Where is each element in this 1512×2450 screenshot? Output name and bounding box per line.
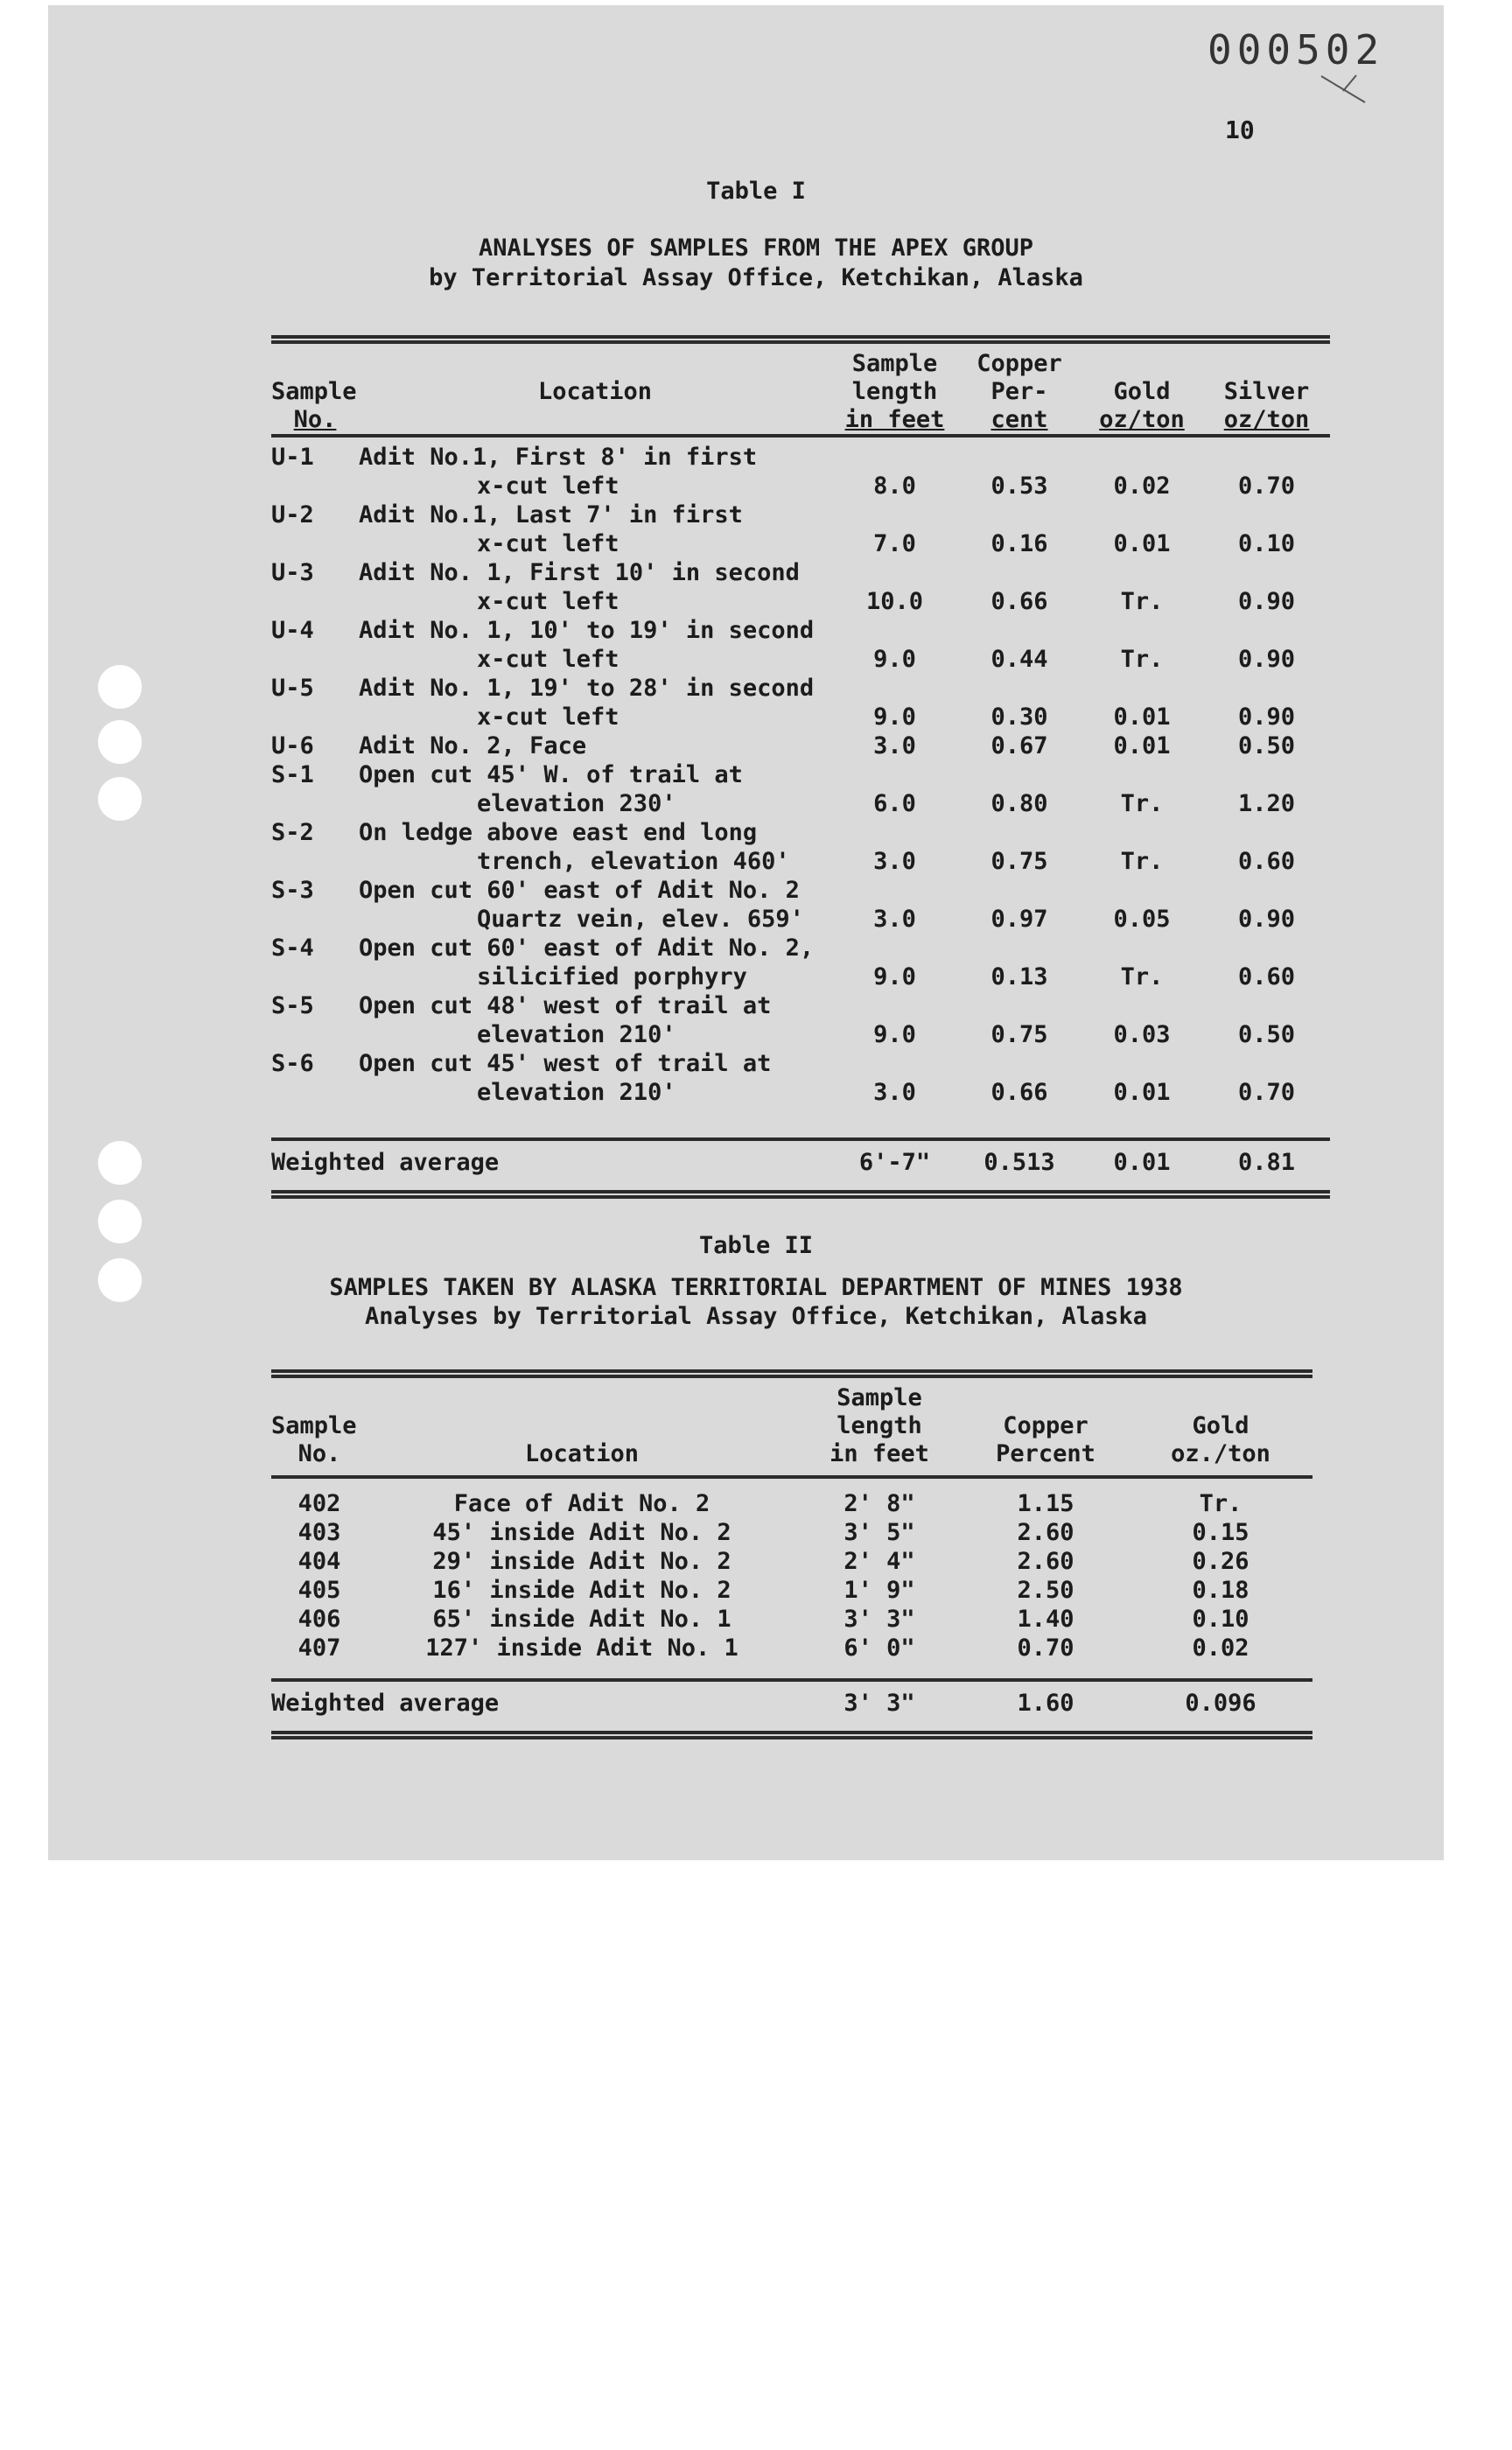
- sample-length: 9.0: [873, 963, 916, 990]
- empty-cell: [1203, 934, 1330, 962]
- empty-cell: [271, 587, 359, 616]
- table2-average-row: [271, 1689, 1312, 1718]
- silver-oz-ton: 1.20: [1237, 790, 1296, 817]
- silver-oz-ton: 0.60: [1237, 848, 1296, 875]
- binder-hole: [98, 1141, 142, 1185]
- gold-oz-ton: Tr.: [1120, 588, 1164, 615]
- table2-header-rule: [271, 1475, 1312, 1479]
- gold-oz-ton: Tr.: [1120, 848, 1164, 875]
- table2-average-label: Weighted average: [271, 1690, 500, 1717]
- empty-cell: [1081, 558, 1203, 587]
- table1-row-continued: [271, 703, 1330, 732]
- sample-no: U-4: [271, 617, 314, 644]
- empty-cell: [958, 934, 1081, 962]
- location-line-2: silicified porphyry: [477, 963, 747, 990]
- empty-cell: [958, 558, 1081, 587]
- sample-no: S-5: [271, 992, 314, 1019]
- empty-cell: [831, 500, 958, 529]
- empty-cell: [271, 472, 359, 500]
- empty-cell: [271, 905, 359, 934]
- table1-average-gold: 0.01: [1113, 1149, 1171, 1176]
- copper-percent: 0.13: [990, 963, 1048, 990]
- table2-subtitle: Analyses by Territorial Assay Office, Ketchikan, Alaska: [364, 1303, 1148, 1330]
- empty-cell: [831, 1049, 958, 1078]
- empty-cell: [958, 818, 1081, 847]
- sample-length: 6' 0": [844, 1634, 915, 1662]
- copper-percent: 0.66: [990, 1079, 1048, 1106]
- empty-cell: [1081, 1049, 1203, 1078]
- sample-length: 1' 9": [844, 1577, 915, 1604]
- location: 45' inside Adit No. 2: [432, 1519, 732, 1546]
- sample-length: 9.0: [873, 704, 916, 731]
- empty-cell: [271, 529, 359, 558]
- empty-cell: [271, 1020, 359, 1049]
- silver-oz-ton: 0.70: [1237, 472, 1296, 500]
- sample-length: 3.0: [873, 732, 916, 760]
- page-number: 10: [1225, 116, 1255, 144]
- table1-row-continued: [271, 962, 1330, 991]
- empty-cell: [831, 876, 958, 905]
- gold-oz-ton: 0.26: [1192, 1548, 1250, 1575]
- copper-percent: 0.53: [990, 472, 1048, 500]
- empty-cell: [1081, 991, 1203, 1020]
- table2-row: [271, 1605, 1312, 1634]
- location-line-2: x-cut left: [477, 646, 620, 673]
- sample-length: 3.0: [873, 1079, 916, 1106]
- empty-cell: [1081, 616, 1203, 645]
- sample-length: 6.0: [873, 790, 916, 817]
- location-line-2: x-cut left: [477, 472, 620, 500]
- empty-cell: [831, 616, 958, 645]
- silver-oz-ton: 0.90: [1237, 906, 1296, 933]
- location-line-2: x-cut left: [477, 588, 620, 615]
- copper-percent: 0.16: [990, 530, 1048, 557]
- copper-percent: 0.70: [1017, 1634, 1074, 1662]
- table2-header: Sample Sample length Copper Gold No. Location in feet Percent oz./ton: [271, 1384, 1270, 1467]
- sample-no: 402: [298, 1490, 341, 1517]
- copper-percent: 0.30: [990, 704, 1048, 731]
- sample-length: 2' 4": [844, 1548, 915, 1575]
- table1-bottom-rule: [271, 1190, 1330, 1199]
- table2-row: [271, 1489, 1312, 1518]
- empty-cell: [831, 934, 958, 962]
- empty-cell: [1203, 558, 1330, 587]
- location-line-1: Open cut 48' west of trail at: [359, 992, 772, 1019]
- table1-row: [271, 500, 1330, 529]
- table1-row-continued: [271, 789, 1330, 818]
- copper-percent: 2.60: [1017, 1548, 1074, 1575]
- empty-cell: [831, 818, 958, 847]
- table2-average-length: 3' 3": [844, 1690, 915, 1717]
- empty-cell: [958, 616, 1081, 645]
- empty-cell: [1081, 818, 1203, 847]
- sample-no: S-6: [271, 1050, 314, 1077]
- copper-percent: 1.40: [1017, 1606, 1074, 1633]
- gold-oz-ton: 0.01: [1113, 530, 1171, 557]
- stamp-cross-mark: [1317, 72, 1369, 107]
- table1-row-continued: [271, 645, 1330, 674]
- gold-oz-ton: 0.10: [1192, 1606, 1250, 1633]
- sample-no: 405: [298, 1577, 341, 1604]
- table2-body: [271, 1489, 1312, 1662]
- binder-hole: [98, 777, 142, 821]
- sample-no: S-2: [271, 819, 314, 846]
- table1-caption: Table I: [706, 178, 806, 205]
- gold-oz-ton: 0.02: [1192, 1634, 1250, 1662]
- empty-cell: [1203, 760, 1330, 789]
- location-line-2: x-cut left: [477, 530, 620, 557]
- table1-row: [271, 1049, 1330, 1078]
- table1-row-continued: [271, 1078, 1330, 1107]
- empty-cell: [1081, 934, 1203, 962]
- gold-oz-ton: Tr.: [1120, 646, 1164, 673]
- empty-cell: [1203, 1049, 1330, 1078]
- empty-cell: [271, 703, 359, 732]
- location-line-1: On ledge above east end long: [359, 819, 758, 846]
- location: Face of Adit No. 2: [453, 1490, 710, 1517]
- gold-oz-ton: 0.18: [1192, 1577, 1250, 1604]
- location-line-1: Open cut 60' east of Adit No. 2,: [359, 934, 815, 962]
- location-line-1: Adit No. 1, 10' to 19' in second: [359, 617, 815, 644]
- sample-length: 8.0: [873, 472, 916, 500]
- gold-oz-ton: 0.01: [1113, 1079, 1171, 1106]
- location-line-1: Open cut 45' W. of trail at: [359, 761, 743, 788]
- empty-cell: [831, 760, 958, 789]
- empty-cell: [1081, 500, 1203, 529]
- table1-header: Sample Copper Sample Location length Per- Gold Silver No. in feet cent oz/ton oz/ton: [271, 350, 1310, 433]
- binder-hole: [98, 665, 142, 709]
- location-line-2: trench, elevation 460': [477, 848, 790, 875]
- sample-length: 3.0: [873, 906, 916, 933]
- empty-cell: [1203, 991, 1330, 1020]
- empty-cell: [271, 789, 359, 818]
- table2-average-copper: 1.60: [1017, 1690, 1074, 1717]
- copper-percent: 0.97: [990, 906, 1048, 933]
- table1-row: [271, 616, 1330, 645]
- empty-cell: [1203, 818, 1330, 847]
- silver-oz-ton: 0.90: [1237, 704, 1296, 731]
- silver-oz-ton: 0.90: [1237, 646, 1296, 673]
- sample-length: 2' 8": [844, 1490, 915, 1517]
- empty-cell: [958, 1049, 1081, 1078]
- empty-cell: [831, 674, 958, 703]
- table1-row: [271, 443, 1330, 472]
- silver-oz-ton: 0.60: [1237, 963, 1296, 990]
- copper-percent: 0.66: [990, 588, 1048, 615]
- empty-cell: [958, 991, 1081, 1020]
- location: 65' inside Adit No. 1: [432, 1606, 732, 1633]
- gold-oz-ton: 0.02: [1113, 472, 1171, 500]
- sample-no: U-2: [271, 501, 314, 528]
- empty-cell: [1203, 674, 1330, 703]
- location-line-1: Open cut 60' east of Adit No. 2: [359, 877, 800, 904]
- gold-oz-ton: 0.01: [1113, 704, 1171, 731]
- empty-cell: [958, 443, 1081, 472]
- empty-cell: [831, 991, 958, 1020]
- table1-row: [271, 991, 1330, 1020]
- table2-row: [271, 1634, 1312, 1662]
- location-line-1: Adit No. 1, First 10' in second: [359, 559, 800, 586]
- gold-oz-ton: 0.03: [1113, 1021, 1171, 1048]
- sample-no: S-1: [271, 761, 314, 788]
- silver-oz-ton: 0.10: [1237, 530, 1296, 557]
- sample-length: 10.0: [865, 588, 924, 615]
- silver-oz-ton: 0.70: [1237, 1079, 1296, 1106]
- empty-cell: [271, 1078, 359, 1107]
- empty-cell: [958, 674, 1081, 703]
- silver-oz-ton: 0.50: [1237, 732, 1296, 760]
- sample-no: U-5: [271, 675, 314, 702]
- table1-row-continued: [271, 529, 1330, 558]
- table1-row-continued: [271, 587, 1330, 616]
- table2-average-gold: 0.096: [1185, 1690, 1256, 1717]
- table2-row: [271, 1547, 1312, 1576]
- sample-no: U-6: [271, 732, 314, 760]
- sample-no: 404: [298, 1548, 341, 1575]
- location-line-1: Open cut 45' west of trail at: [359, 1050, 772, 1077]
- location-line-2: Quartz vein, elev. 659': [477, 906, 804, 933]
- location-line-1: Adit No. 1, 19' to 28' in second: [359, 675, 815, 702]
- sample-length: 3.0: [873, 848, 916, 875]
- location: 127' inside Adit No. 1: [425, 1634, 738, 1662]
- empty-cell: [831, 558, 958, 587]
- empty-cell: [1081, 674, 1203, 703]
- sample-no: U-3: [271, 559, 314, 586]
- sample-length: 3' 3": [844, 1606, 915, 1633]
- gold-oz-ton: Tr.: [1120, 963, 1164, 990]
- table1-subtitle: by Territorial Assay Office, Ketchikan, Alaska: [429, 264, 1083, 291]
- table1-average-silver: 0.81: [1237, 1149, 1296, 1176]
- table1-row-continued: [271, 1020, 1330, 1049]
- table1-row: [271, 760, 1330, 789]
- empty-cell: [271, 962, 359, 991]
- silver-oz-ton: 0.90: [1237, 588, 1296, 615]
- empty-cell: [958, 500, 1081, 529]
- copper-percent: 0.80: [990, 790, 1048, 817]
- table1-average-copper: 0.513: [984, 1149, 1055, 1176]
- table1-row-continued: [271, 472, 1330, 500]
- empty-cell: [271, 645, 359, 674]
- table2-top-rule: [271, 1369, 1312, 1378]
- sample-no: S-3: [271, 877, 314, 904]
- binder-hole: [98, 720, 142, 764]
- sample-no: S-4: [271, 934, 314, 962]
- silver-oz-ton: 0.50: [1237, 1021, 1296, 1048]
- empty-cell: [1081, 443, 1203, 472]
- table1-top-rule: [271, 335, 1330, 344]
- empty-cell: [1203, 616, 1330, 645]
- location-line-2: elevation 230': [477, 790, 676, 817]
- location-line-1: Adit No.1, Last 7' in first: [359, 501, 743, 528]
- copper-percent: 0.75: [990, 848, 1048, 875]
- sample-length: 3' 5": [844, 1519, 915, 1546]
- empty-cell: [831, 443, 958, 472]
- sample-length: 9.0: [873, 1021, 916, 1048]
- empty-cell: [1203, 876, 1330, 905]
- table1-row-continued: [271, 847, 1330, 876]
- empty-cell: [1203, 443, 1330, 472]
- table1-title: ANALYSES OF SAMPLES FROM THE APEX GROUP: [479, 234, 1033, 262]
- gold-oz-ton: 0.01: [1113, 732, 1171, 760]
- empty-cell: [1081, 876, 1203, 905]
- table1-body: [271, 443, 1330, 1107]
- table2-row: [271, 1518, 1312, 1547]
- table2-row: [271, 1576, 1312, 1605]
- location: 16' inside Adit No. 2: [432, 1577, 732, 1604]
- copper-percent: 0.75: [990, 1021, 1048, 1048]
- table1-average-label: Weighted average: [271, 1149, 500, 1176]
- location-line-1: Adit No. 2, Face: [359, 732, 587, 760]
- table1-row: [271, 732, 1330, 760]
- table1-header-rule: [271, 434, 1330, 438]
- copper-percent: 0.44: [990, 646, 1048, 673]
- table1-row-continued: [271, 905, 1330, 934]
- location-line-2: elevation 210': [477, 1079, 676, 1106]
- table1-average-rule: [271, 1138, 1330, 1141]
- empty-cell: [1081, 760, 1203, 789]
- table2-title: SAMPLES TAKEN BY ALASKA TERRITORIAL DEPARTMENT OF MINES 1938: [329, 1274, 1183, 1301]
- gold-oz-ton: Tr.: [1199, 1490, 1242, 1517]
- gold-oz-ton: 0.15: [1192, 1519, 1250, 1546]
- empty-cell: [958, 760, 1081, 789]
- copper-percent: 0.67: [990, 732, 1048, 760]
- location-line-1: Adit No.1, First 8' in first: [359, 444, 758, 471]
- sample-no: 407: [298, 1634, 341, 1662]
- sample-length: 9.0: [873, 646, 916, 673]
- empty-cell: [958, 876, 1081, 905]
- table1-row: [271, 876, 1330, 905]
- copper-percent: 1.15: [1017, 1490, 1074, 1517]
- copper-percent: 2.60: [1017, 1519, 1074, 1546]
- table1-average-length: 6'-7": [858, 1149, 931, 1176]
- empty-cell: [271, 847, 359, 876]
- location-line-2: x-cut left: [477, 704, 620, 731]
- table1-row: [271, 674, 1330, 703]
- document-stamp-number: 000502: [1208, 26, 1385, 74]
- table1-average-row: [271, 1148, 1330, 1177]
- table2-average-rule: [271, 1678, 1312, 1682]
- sample-length: 7.0: [873, 530, 916, 557]
- location: 29' inside Adit No. 2: [432, 1548, 732, 1575]
- gold-oz-ton: 0.05: [1113, 906, 1171, 933]
- table1-row: [271, 934, 1330, 962]
- copper-percent: 2.50: [1017, 1577, 1074, 1604]
- table1-row: [271, 558, 1330, 587]
- table2-bottom-rule: [271, 1731, 1312, 1740]
- table1-row: [271, 818, 1330, 847]
- gold-oz-ton: Tr.: [1120, 790, 1164, 817]
- sample-no: 403: [298, 1519, 341, 1546]
- empty-cell: [1203, 500, 1330, 529]
- table2-caption: Table II: [698, 1232, 814, 1259]
- location-line-2: elevation 210': [477, 1021, 676, 1048]
- sample-no: U-1: [271, 444, 314, 471]
- sample-no: 406: [298, 1606, 341, 1633]
